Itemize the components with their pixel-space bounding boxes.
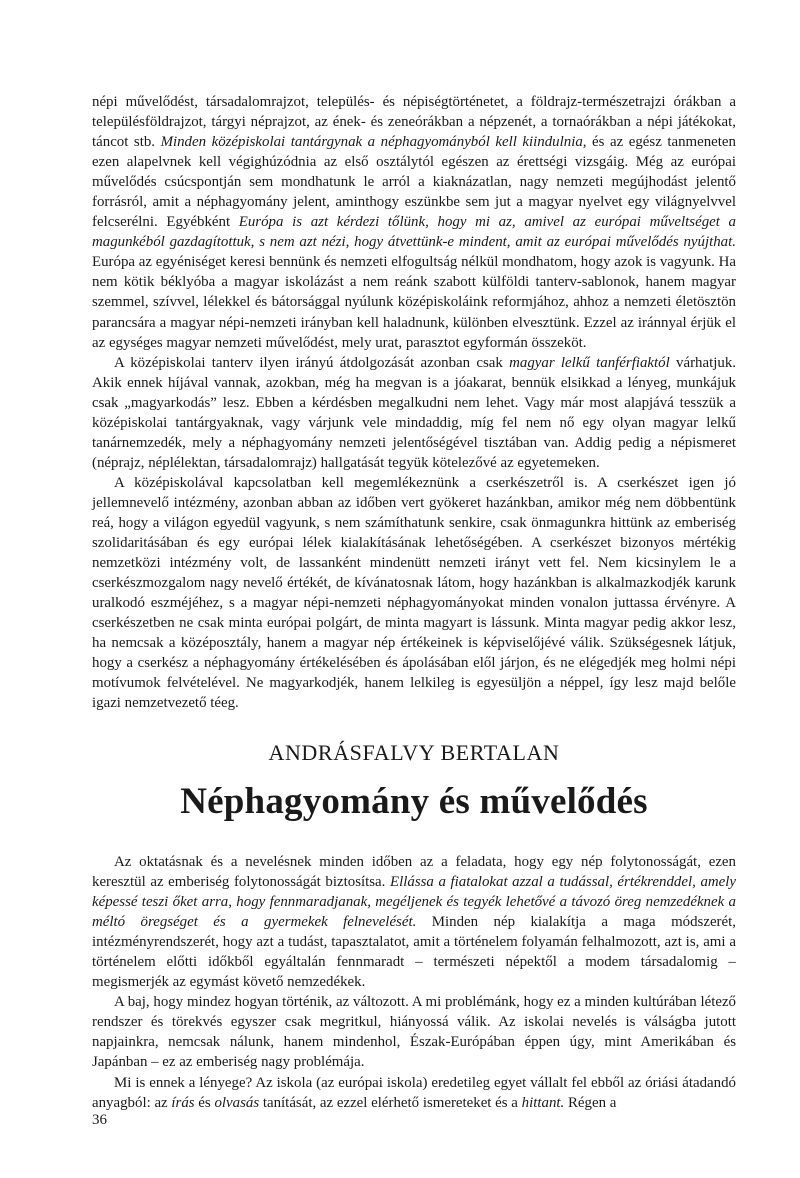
- paragraph: [92, 1073, 736, 1113]
- paragraph: [92, 473, 736, 714]
- italic-run: Európa is azt kérdezi tőlünk, hogy mi az, amivel az európai műveltséget a magunkéból gazdagítottuk, s nem azt nézi, hogy átvettünk-e mindent, amit az európai művelődés nyújthat.: [92, 214, 737, 251]
- text-run: Régen a: [564, 1094, 617, 1111]
- article-title: Néphagyomány és művelődés: [180, 781, 648, 822]
- italic-run: írás: [171, 1094, 195, 1111]
- text-run: népi művelődést, társadalomrajzot, település- és népiségtörténetet, a földrajz-természetrajzi órákban a településföldrajzot, tárgyi néprajzot, az ének- és zeneórákban a népzenét, a tornaórákban a népi játékokat, táncot stb.: [92, 94, 736, 151]
- article-author: ANDRÁSFALVY BERTALAN: [268, 740, 560, 765]
- paragraph: [92, 852, 736, 992]
- page-number: 36: [92, 1112, 107, 1128]
- text-run: A középiskolai tanterv ilyen irányú átdolgozását azonban csak: [114, 354, 510, 371]
- text-run: Európa az egyéniséget keresi bennünk és nemzeti elfogultság nélkül mondhatom, hogy azok is vagyunk. Ha nem kötik béklyóba a magyar iskolázást a nem reánk szabott külföldi tanterv-sablonok, hanem magyar szemmel, szívvel, lélekkel és bátorsággal nyúlunk középiskoláink reformjához, ahhoz a nemzeti életösztön parancsára a magyar népi-nemzeti irányban kell haladnunk, különben elvesztünk. Ezzel az iránnyal érjük el az egységes magyar nemzeti művelődést, mely urat, parasztot egyformán összeköt.: [92, 254, 736, 351]
- paragraph: [92, 92, 736, 353]
- text-run: és: [194, 1094, 215, 1111]
- continuation-text: [92, 92, 736, 713]
- page-body: [92, 92, 737, 1111]
- text-run: várhatjuk. Akik ennek híjával vannak, azokban, még ha megvan is a jóakarat, bennük elsikkad a lényeg, munkájuk csak „magyarkodás” lesz. Ebben a kérdésben megalkudni nem lehet. Vagy már most alapjává tesszük a középiskolai tantárgyaknak, vagy várjunk vele mindaddig, míg fel nem nő egy olyan magyar lelkű tanárnemzedék, mely a néphagyomány nemzeti jelentőségével tisztában van. Addig pedig a népismeret (néprajz, néplélektan, társadalomrajz) hallgatását tegyük kötelezővé az egyetemeken.: [92, 354, 736, 471]
- paragraph: [92, 992, 736, 1072]
- italic-run: Minden középiskolai tantárgynak a néphagyományból kell kiindulnia,: [160, 134, 587, 151]
- text-run: és az egész tanmeneten ezen alapelvnek kell végighúzódnia az első osztálytól egészen az érettségi vizsgáig. Még az európai művelődés csúcspontján sem mondhatunk le arról a kiaknázatlan, nagy nemzeti megújhodást jelentő forrásról, amit a néphagyomány jelent, aminthogy eszünkbe sem jut a magyar nyelvet egy világnyelvvel felcserélni. Egyébként: [92, 134, 736, 231]
- text-run: Minden nép kialakítja a maga módszerét, intézményrendszerét, hogy azt a tudást, tapasztalatot, amit a történelem folyamán felhalmozott, azt is, ami a történelem előtti időkből egyáltalán fennmaradt – természeti népektől a modem társadalomig – megismerjék az egymást követő nemzedékek.: [92, 914, 736, 991]
- text-run: Az oktatásnak és a nevelésnek minden időben az a feladata, hogy egy nép folytonosságát, ezen keresztül az emberiség folytonosságát biztosítsa.: [92, 854, 736, 891]
- italic-run: olvasás: [214, 1094, 260, 1111]
- italic-run: hittant.: [521, 1094, 565, 1111]
- text-run: tanítását, az ezzel elérhető ismereteket és a: [259, 1094, 522, 1111]
- article-text: [92, 852, 736, 1113]
- italic-run: Ellássa a fiatalokat azzal a tudással, értékrenddel, amely képessé teszi őket arra, hogy fennmaradjanak, megéljenek és tegyék lehetővé a távozó öreg nemzedéknek a méltó öregséget és a gyermekek felnevelését.: [92, 874, 736, 931]
- italic-run: magyar lelkű tanférfiaktól: [509, 354, 670, 371]
- text-run: Mi is ennek a lényege? Az iskola (az európai iskola) eredetileg egyet vállalt fel ebből az óriási átadandó anyagból: az: [92, 1074, 736, 1111]
- text-run: A baj, hogy mindez hogyan történik, az változott. A mi problémánk, hogy ez a minden kultúrában létező rendszer és törekvés egyszer csak megritkul, hiányossá válik. Az iskolai nevelés is válságba jutott napjainkra, nemcsak nálunk, hanem mindenhol, Észak-Európában éppen úgy, mint Amerikában és Japánban – ez az emberiség nagy problémája.: [92, 994, 736, 1071]
- paragraph: [92, 353, 736, 473]
- text-run: A középiskolával kapcsolatban kell megemlékeznünk a cserkészetről is. A cserkészet igen jó jellemnevelő intézmény, azonban abban az időben vert gyökeret hazánkban, amikor még nem döbbentünk reá, hogy a világon egyedül vagyunk, s nem számíthatunk senkire, csak önmagunkra hittünk az emberiség szolidaritásában és egy európai lélek kialakításának lehetőségében. A cserkészet bizonyos mértékig nemzetközi intézmény volt, de lassanként mindenütt nemzeti irányt vett fel. Nem kicsinylem le a cserkészmozgalom nagy nevelő értékét, de kívánatosnak látom, hogy hazánkban is alkalmazkodjék karunk uralkodó eszméjéhez, s a magyar népi-nemzeti néphagyományokat minden vonalon juttassa érvényre. A cserkészetben ne csak minta európai polgárt, de minta magyart is lássunk. Minta magyar pedig akkor lesz, ha nemcsak a középosztály, hanem a magyar nép értékeinek is képviselőjévé válik. Szükségesnek látjuk, hogy a cserkész a néphagyomány értékelésében és ápolásában elől járjon, és ne elégedjék meg holmi népi motívumok felvételével. Ne magyarkodjék, hanem lelkileg is egyesüljön a néppel, így lesz majd belőle igazi nemzetvezető téeg.: [92, 474, 736, 712]
